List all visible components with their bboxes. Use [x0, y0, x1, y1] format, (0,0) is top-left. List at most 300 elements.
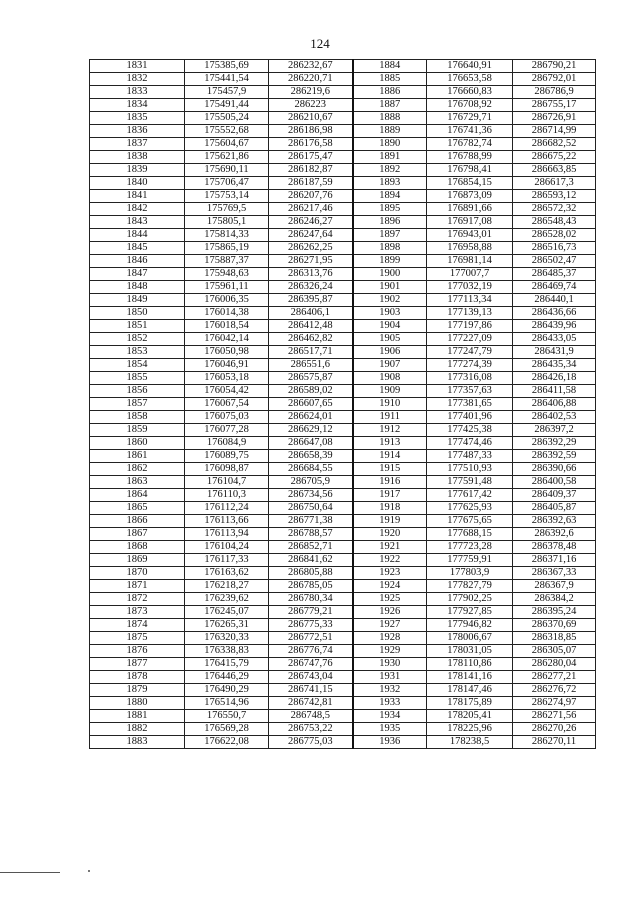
x-coordinate-right-cell: 177902,25: [427, 593, 513, 606]
y-coordinate-right-cell: 286755,17: [513, 99, 596, 112]
x-coordinate-left-cell: 176014,38: [185, 307, 269, 320]
table-row: [90, 489, 596, 502]
y-coordinate-left-cell: 286684,55: [269, 463, 353, 476]
x-coordinate-right-cell: 176729,71: [427, 112, 513, 125]
table-row: [90, 541, 596, 554]
x-coordinate-left-cell: 176075,03: [185, 411, 269, 424]
point-number-right-cell: 1887: [353, 99, 427, 112]
x-coordinate-left-cell: 176077,28: [185, 424, 269, 437]
x-coordinate-right-cell: 176943,01: [427, 229, 513, 242]
y-coordinate-right-cell: 286406,88: [513, 398, 596, 411]
table-row: [90, 593, 596, 606]
point-number-right-cell: 1885: [353, 73, 427, 86]
point-number-right-cell: 1914: [353, 450, 427, 463]
y-coordinate-left-cell: 286182,87: [269, 164, 353, 177]
point-number-left-cell: 1873: [90, 606, 185, 619]
x-coordinate-left-cell: 175887,37: [185, 255, 269, 268]
point-number-right-cell: 1932: [353, 684, 427, 697]
x-coordinate-left-cell: 175753,14: [185, 190, 269, 203]
table-row: [90, 567, 596, 580]
point-number-right-cell: 1929: [353, 645, 427, 658]
y-coordinate-left-cell: 286775,03: [269, 736, 353, 749]
table-row: [90, 112, 596, 125]
x-coordinate-left-cell: 176018,54: [185, 320, 269, 333]
x-coordinate-right-cell: 176891,66: [427, 203, 513, 216]
y-coordinate-left-cell: 286788,57: [269, 528, 353, 541]
point-number-left-cell: 1838: [90, 151, 185, 164]
y-coordinate-left-cell: 286589,02: [269, 385, 353, 398]
table-row: [90, 138, 596, 151]
y-coordinate-left-cell: 286705,9: [269, 476, 353, 489]
point-number-left-cell: 1875: [90, 632, 185, 645]
y-coordinate-right-cell: 286270,26: [513, 723, 596, 736]
x-coordinate-right-cell: 176660,83: [427, 86, 513, 99]
y-coordinate-left-cell: 286220,71: [269, 73, 353, 86]
x-coordinate-left-cell: 176110,3: [185, 489, 269, 502]
x-coordinate-right-cell: 177227,09: [427, 333, 513, 346]
point-number-left-cell: 1878: [90, 671, 185, 684]
point-number-left-cell: 1882: [90, 723, 185, 736]
point-number-right-cell: 1906: [353, 346, 427, 359]
point-number-right-cell: 1927: [353, 619, 427, 632]
point-number-right-cell: 1895: [353, 203, 427, 216]
point-number-right-cell: 1935: [353, 723, 427, 736]
table-row: [90, 645, 596, 658]
y-coordinate-left-cell: 286629,12: [269, 424, 353, 437]
x-coordinate-left-cell: 175961,11: [185, 281, 269, 294]
x-coordinate-left-cell: 176084,9: [185, 437, 269, 450]
y-coordinate-right-cell: 286439,96: [513, 320, 596, 333]
y-coordinate-left-cell: 286412,48: [269, 320, 353, 333]
point-number-left-cell: 1837: [90, 138, 185, 151]
y-coordinate-left-cell: 286575,87: [269, 372, 353, 385]
x-coordinate-left-cell: 175385,69: [185, 60, 269, 73]
point-number-left-cell: 1857: [90, 398, 185, 411]
point-number-right-cell: 1892: [353, 164, 427, 177]
y-coordinate-left-cell: 286776,74: [269, 645, 353, 658]
y-coordinate-right-cell: 286280,04: [513, 658, 596, 671]
y-coordinate-right-cell: 286528,02: [513, 229, 596, 242]
x-coordinate-right-cell: 178006,67: [427, 632, 513, 645]
table-row: [90, 398, 596, 411]
y-coordinate-left-cell: 286852,71: [269, 541, 353, 554]
x-coordinate-left-cell: 175805,1: [185, 216, 269, 229]
point-number-right-cell: 1925: [353, 593, 427, 606]
page-number: 124: [310, 36, 330, 51]
y-coordinate-right-cell: 286390,66: [513, 463, 596, 476]
x-coordinate-left-cell: 175948,63: [185, 268, 269, 281]
point-number-right-cell: 1920: [353, 528, 427, 541]
table-row: [90, 307, 596, 320]
table-row: [90, 554, 596, 567]
x-coordinate-right-cell: 177316,08: [427, 372, 513, 385]
table-row: [90, 424, 596, 437]
point-number-right-cell: 1913: [353, 437, 427, 450]
x-coordinate-right-cell: 178031,05: [427, 645, 513, 658]
point-number-left-cell: 1839: [90, 164, 185, 177]
x-coordinate-right-cell: 177510,93: [427, 463, 513, 476]
point-number-left-cell: 1834: [90, 99, 185, 112]
y-coordinate-right-cell: 286433,05: [513, 333, 596, 346]
x-coordinate-right-cell: 178225,96: [427, 723, 513, 736]
y-coordinate-right-cell: 286792,01: [513, 73, 596, 86]
y-coordinate-left-cell: 286841,62: [269, 554, 353, 567]
x-coordinate-left-cell: 176320,33: [185, 632, 269, 645]
y-coordinate-left-cell: 286406,1: [269, 307, 353, 320]
point-number-left-cell: 1849: [90, 294, 185, 307]
y-coordinate-right-cell: 286426,18: [513, 372, 596, 385]
y-coordinate-right-cell: 286431,9: [513, 346, 596, 359]
x-coordinate-right-cell: 176981,14: [427, 255, 513, 268]
table-row: [90, 164, 596, 177]
table-row: [90, 463, 596, 476]
point-number-right-cell: 1886: [353, 86, 427, 99]
point-number-left-cell: 1867: [90, 528, 185, 541]
x-coordinate-right-cell: 176653,58: [427, 73, 513, 86]
y-coordinate-left-cell: 286187,59: [269, 177, 353, 190]
point-number-left-cell: 1843: [90, 216, 185, 229]
table-row: [90, 736, 596, 749]
point-number-left-cell: 1861: [90, 450, 185, 463]
y-coordinate-right-cell: 286682,52: [513, 138, 596, 151]
y-coordinate-right-cell: 286274,97: [513, 697, 596, 710]
x-coordinate-right-cell: 177487,33: [427, 450, 513, 463]
x-coordinate-left-cell: 176338,83: [185, 645, 269, 658]
point-number-left-cell: 1883: [90, 736, 185, 749]
y-coordinate-right-cell: 286271,56: [513, 710, 596, 723]
table-row: [90, 658, 596, 671]
point-number-left-cell: 1870: [90, 567, 185, 580]
table-row: [90, 671, 596, 684]
point-number-right-cell: 1905: [353, 333, 427, 346]
y-coordinate-right-cell: 286270,11: [513, 736, 596, 749]
y-coordinate-right-cell: 286305,07: [513, 645, 596, 658]
table-row: [90, 359, 596, 372]
x-coordinate-right-cell: 176873,09: [427, 190, 513, 203]
point-number-right-cell: 1904: [353, 320, 427, 333]
table-row: [90, 86, 596, 99]
y-coordinate-right-cell: 286675,22: [513, 151, 596, 164]
point-number-right-cell: 1917: [353, 489, 427, 502]
table-row: [90, 710, 596, 723]
table-row: [90, 385, 596, 398]
x-coordinate-left-cell: 176054,42: [185, 385, 269, 398]
x-coordinate-right-cell: 177759,91: [427, 554, 513, 567]
x-coordinate-right-cell: 177803,9: [427, 567, 513, 580]
y-coordinate-left-cell: 286232,67: [269, 60, 353, 73]
y-coordinate-right-cell: 286440,1: [513, 294, 596, 307]
x-coordinate-left-cell: 176163,62: [185, 567, 269, 580]
x-coordinate-right-cell: 177357,63: [427, 385, 513, 398]
y-coordinate-left-cell: 286462,82: [269, 333, 353, 346]
x-coordinate-right-cell: 178141,16: [427, 671, 513, 684]
y-coordinate-left-cell: 286607,65: [269, 398, 353, 411]
y-coordinate-left-cell: 286176,58: [269, 138, 353, 151]
point-number-right-cell: 1919: [353, 515, 427, 528]
y-coordinate-right-cell: 286409,37: [513, 489, 596, 502]
x-coordinate-right-cell: 178175,89: [427, 697, 513, 710]
y-coordinate-left-cell: 286747,76: [269, 658, 353, 671]
y-coordinate-right-cell: 286370,69: [513, 619, 596, 632]
point-number-right-cell: 1908: [353, 372, 427, 385]
y-coordinate-right-cell: 286593,12: [513, 190, 596, 203]
x-coordinate-left-cell: 176117,33: [185, 554, 269, 567]
table-row: [90, 411, 596, 424]
point-number-left-cell: 1863: [90, 476, 185, 489]
point-number-left-cell: 1852: [90, 333, 185, 346]
point-number-right-cell: 1926: [353, 606, 427, 619]
y-coordinate-right-cell: 286516,73: [513, 242, 596, 255]
table-row: [90, 437, 596, 450]
table-row: [90, 242, 596, 255]
x-coordinate-left-cell: 176006,35: [185, 294, 269, 307]
coordinates-table: [89, 59, 596, 749]
point-number-right-cell: 1921: [353, 541, 427, 554]
point-number-right-cell: 1924: [353, 580, 427, 593]
x-coordinate-left-cell: 176514,96: [185, 697, 269, 710]
x-coordinate-left-cell: 175491,44: [185, 99, 269, 112]
y-coordinate-right-cell: 286392,59: [513, 450, 596, 463]
table-row: [90, 281, 596, 294]
point-number-right-cell: 1901: [353, 281, 427, 294]
point-number-left-cell: 1848: [90, 281, 185, 294]
point-number-right-cell: 1909: [353, 385, 427, 398]
point-number-left-cell: 1847: [90, 268, 185, 281]
x-coordinate-left-cell: 176098,87: [185, 463, 269, 476]
x-coordinate-right-cell: 176708,92: [427, 99, 513, 112]
table-row: [90, 125, 596, 138]
table-row: [90, 60, 596, 73]
y-coordinate-right-cell: 286411,58: [513, 385, 596, 398]
point-number-left-cell: 1874: [90, 619, 185, 632]
x-coordinate-right-cell: 176640,91: [427, 60, 513, 73]
y-coordinate-left-cell: 286734,56: [269, 489, 353, 502]
x-coordinate-right-cell: 176782,74: [427, 138, 513, 151]
point-number-right-cell: 1890: [353, 138, 427, 151]
point-number-right-cell: 1934: [353, 710, 427, 723]
x-coordinate-right-cell: 176741,36: [427, 125, 513, 138]
table-row: [90, 476, 596, 489]
point-number-left-cell: 1859: [90, 424, 185, 437]
x-coordinate-left-cell: 176050,98: [185, 346, 269, 359]
x-coordinate-right-cell: 177401,96: [427, 411, 513, 424]
x-coordinate-left-cell: 176046,91: [185, 359, 269, 372]
point-number-left-cell: 1851: [90, 320, 185, 333]
x-coordinate-right-cell: 176958,88: [427, 242, 513, 255]
y-coordinate-right-cell: 286405,87: [513, 502, 596, 515]
y-coordinate-right-cell: 286277,21: [513, 671, 596, 684]
point-number-right-cell: 1931: [353, 671, 427, 684]
x-coordinate-left-cell: 176113,94: [185, 528, 269, 541]
x-coordinate-left-cell: 176415,79: [185, 658, 269, 671]
point-number-left-cell: 1880: [90, 697, 185, 710]
point-number-left-cell: 1836: [90, 125, 185, 138]
x-coordinate-left-cell: 175552,68: [185, 125, 269, 138]
table-row: [90, 190, 596, 203]
table-row: [90, 294, 596, 307]
y-coordinate-left-cell: 286207,76: [269, 190, 353, 203]
table-row: [90, 229, 596, 242]
point-number-left-cell: 1846: [90, 255, 185, 268]
table-row: [90, 346, 596, 359]
x-coordinate-left-cell: 176569,28: [185, 723, 269, 736]
x-coordinate-left-cell: 176067,54: [185, 398, 269, 411]
y-coordinate-right-cell: 286384,2: [513, 593, 596, 606]
x-coordinate-left-cell: 176239,62: [185, 593, 269, 606]
point-number-left-cell: 1866: [90, 515, 185, 528]
point-number-left-cell: 1860: [90, 437, 185, 450]
point-number-left-cell: 1869: [90, 554, 185, 567]
x-coordinate-right-cell: 177425,38: [427, 424, 513, 437]
table-row: [90, 723, 596, 736]
point-number-right-cell: 1884: [353, 60, 427, 73]
y-coordinate-right-cell: 286392,29: [513, 437, 596, 450]
footnote-divider: [0, 872, 60, 873]
point-number-right-cell: 1899: [353, 255, 427, 268]
point-number-left-cell: 1853: [90, 346, 185, 359]
point-number-right-cell: 1915: [353, 463, 427, 476]
table-row: [90, 606, 596, 619]
x-coordinate-right-cell: 177032,19: [427, 281, 513, 294]
y-coordinate-left-cell: 286313,76: [269, 268, 353, 281]
point-number-right-cell: 1891: [353, 151, 427, 164]
x-coordinate-left-cell: 176218,27: [185, 580, 269, 593]
y-coordinate-right-cell: 286663,85: [513, 164, 596, 177]
x-coordinate-right-cell: 177723,28: [427, 541, 513, 554]
y-coordinate-left-cell: 286772,51: [269, 632, 353, 645]
y-coordinate-right-cell: 286378,48: [513, 541, 596, 554]
x-coordinate-right-cell: 177474,46: [427, 437, 513, 450]
y-coordinate-left-cell: 286217,46: [269, 203, 353, 216]
y-coordinate-right-cell: 286786,9: [513, 86, 596, 99]
x-coordinate-right-cell: 177927,85: [427, 606, 513, 619]
point-number-left-cell: 1879: [90, 684, 185, 697]
table-row: [90, 450, 596, 463]
y-coordinate-left-cell: 286219,6: [269, 86, 353, 99]
table-row: [90, 333, 596, 346]
x-coordinate-left-cell: 176112,24: [185, 502, 269, 515]
y-coordinate-right-cell: 286469,74: [513, 281, 596, 294]
point-number-left-cell: 1850: [90, 307, 185, 320]
y-coordinate-left-cell: 286779,21: [269, 606, 353, 619]
point-number-right-cell: 1894: [353, 190, 427, 203]
x-coordinate-right-cell: 178205,41: [427, 710, 513, 723]
x-coordinate-right-cell: 177247,79: [427, 346, 513, 359]
point-number-left-cell: 1871: [90, 580, 185, 593]
y-coordinate-left-cell: 286753,22: [269, 723, 353, 736]
x-coordinate-right-cell: 178110,86: [427, 658, 513, 671]
x-coordinate-left-cell: 175706,47: [185, 177, 269, 190]
point-number-right-cell: 1930: [353, 658, 427, 671]
x-coordinate-left-cell: 176446,29: [185, 671, 269, 684]
point-number-left-cell: 1864: [90, 489, 185, 502]
x-coordinate-left-cell: 175769,5: [185, 203, 269, 216]
y-coordinate-right-cell: 286367,33: [513, 567, 596, 580]
point-number-left-cell: 1856: [90, 385, 185, 398]
table-row: [90, 684, 596, 697]
x-coordinate-right-cell: 177675,65: [427, 515, 513, 528]
x-coordinate-left-cell: 175441,54: [185, 73, 269, 86]
table-row: [90, 177, 596, 190]
table-row: [90, 99, 596, 112]
table-row: [90, 268, 596, 281]
point-number-left-cell: 1842: [90, 203, 185, 216]
y-coordinate-left-cell: 286780,34: [269, 593, 353, 606]
coordinates-table-body: [90, 60, 596, 749]
y-coordinate-left-cell: 286771,38: [269, 515, 353, 528]
x-coordinate-right-cell: 177007,7: [427, 268, 513, 281]
point-number-left-cell: 1881: [90, 710, 185, 723]
x-coordinate-left-cell: 176104,7: [185, 476, 269, 489]
table-row: [90, 528, 596, 541]
x-coordinate-right-cell: 178238,5: [427, 736, 513, 749]
y-coordinate-right-cell: 286402,53: [513, 411, 596, 424]
y-coordinate-left-cell: 286748,5: [269, 710, 353, 723]
point-number-left-cell: 1865: [90, 502, 185, 515]
y-coordinate-left-cell: 286750,64: [269, 502, 353, 515]
point-number-left-cell: 1831: [90, 60, 185, 73]
y-coordinate-left-cell: 286551,6: [269, 359, 353, 372]
x-coordinate-left-cell: 176113,66: [185, 515, 269, 528]
scan-mark: [88, 870, 90, 872]
x-coordinate-right-cell: 177197,86: [427, 320, 513, 333]
point-number-right-cell: 1903: [353, 307, 427, 320]
x-coordinate-right-cell: 177827,79: [427, 580, 513, 593]
x-coordinate-left-cell: 176104,24: [185, 541, 269, 554]
y-coordinate-left-cell: 286742,81: [269, 697, 353, 710]
x-coordinate-left-cell: 176265,31: [185, 619, 269, 632]
table-row: [90, 502, 596, 515]
y-coordinate-right-cell: 286395,24: [513, 606, 596, 619]
table-row: [90, 203, 596, 216]
y-coordinate-right-cell: 286392,63: [513, 515, 596, 528]
point-number-left-cell: 1876: [90, 645, 185, 658]
y-coordinate-right-cell: 286548,43: [513, 216, 596, 229]
x-coordinate-left-cell: 175690,11: [185, 164, 269, 177]
table-row: [90, 697, 596, 710]
x-coordinate-right-cell: 177113,34: [427, 294, 513, 307]
x-coordinate-left-cell: 175621,86: [185, 151, 269, 164]
y-coordinate-right-cell: 286572,32: [513, 203, 596, 216]
x-coordinate-left-cell: 175604,67: [185, 138, 269, 151]
point-number-right-cell: 1933: [353, 697, 427, 710]
point-number-left-cell: 1872: [90, 593, 185, 606]
point-number-left-cell: 1845: [90, 242, 185, 255]
table-row: [90, 372, 596, 385]
point-number-left-cell: 1841: [90, 190, 185, 203]
y-coordinate-left-cell: 286210,67: [269, 112, 353, 125]
point-number-right-cell: 1889: [353, 125, 427, 138]
x-coordinate-left-cell: 176245,07: [185, 606, 269, 619]
y-coordinate-left-cell: 286743,04: [269, 671, 353, 684]
y-coordinate-left-cell: 286517,71: [269, 346, 353, 359]
point-number-left-cell: 1862: [90, 463, 185, 476]
point-number-right-cell: 1936: [353, 736, 427, 749]
y-coordinate-left-cell: 286805,88: [269, 567, 353, 580]
y-coordinate-left-cell: 286395,87: [269, 294, 353, 307]
point-number-right-cell: 1900: [353, 268, 427, 281]
x-coordinate-left-cell: 176089,75: [185, 450, 269, 463]
x-coordinate-left-cell: 176042,14: [185, 333, 269, 346]
point-number-right-cell: 1893: [353, 177, 427, 190]
point-number-right-cell: 1910: [353, 398, 427, 411]
x-coordinate-right-cell: 177381,65: [427, 398, 513, 411]
table-row: [90, 151, 596, 164]
x-coordinate-left-cell: 176490,29: [185, 684, 269, 697]
x-coordinate-right-cell: 177625,93: [427, 502, 513, 515]
x-coordinate-left-cell: 176622,08: [185, 736, 269, 749]
point-number-right-cell: 1916: [353, 476, 427, 489]
